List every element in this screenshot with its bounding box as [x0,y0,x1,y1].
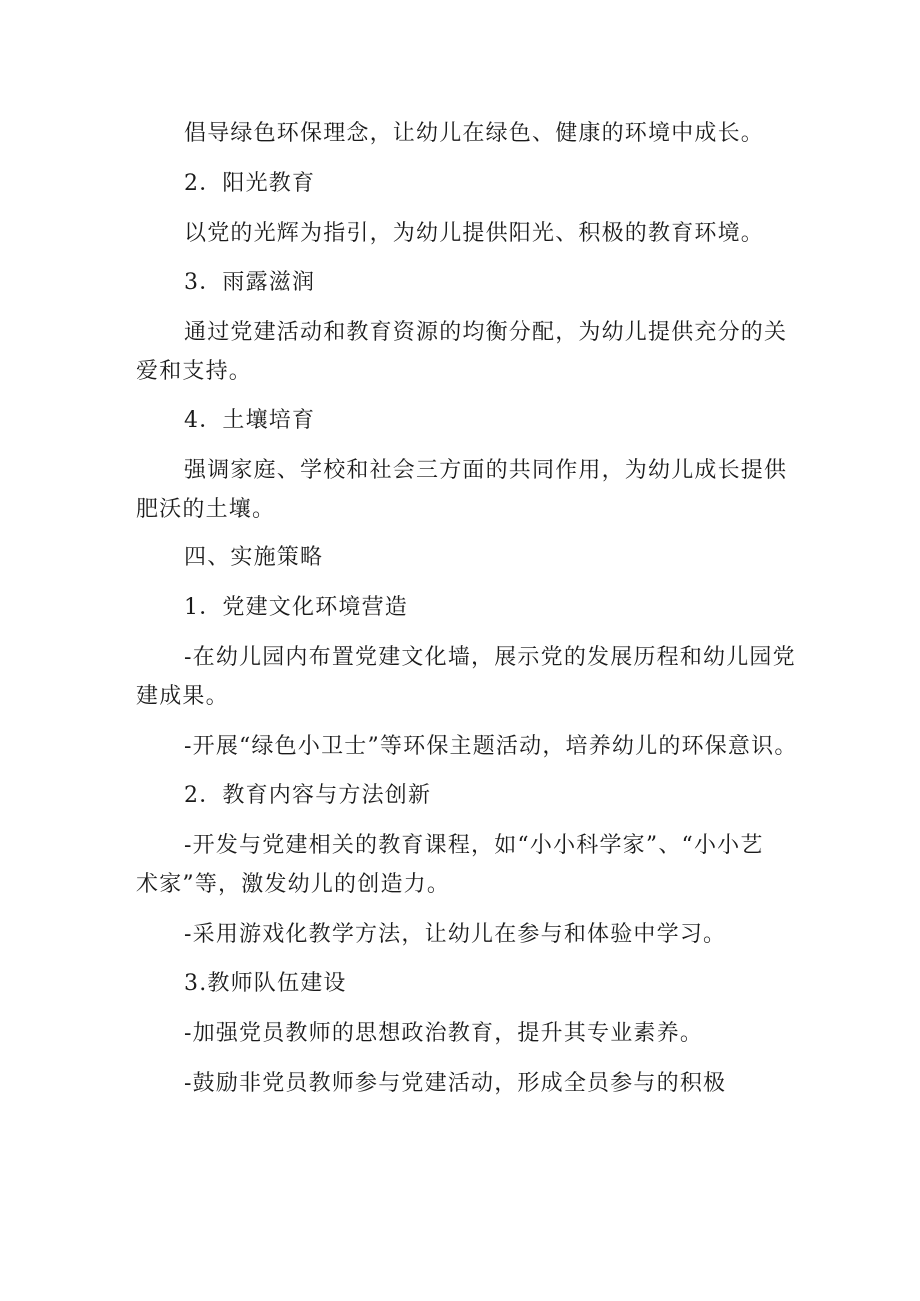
section-heading-education-innovation: 2．教育内容与方法创新 [184,783,432,808]
paragraph-line: 以党的光辉为指引，为幼儿提供阳光、积极的教育环境。 [184,221,765,246]
bullet-line: -加强党员教师的思想政治教育，提升其专业素养。 [184,1021,704,1046]
section-heading-culture-environment: 1．党建文化环境营造 [184,595,408,620]
bullet-line: -鼓励非党员教师参与党建活动，形成全员参与的积极 [184,1071,727,1096]
bullet-line: 建成果。 [136,684,229,709]
paragraph-line: 通过党建活动和教育资源的均衡分配，为幼儿提供充分的关 [184,320,788,345]
chapter-heading-implementation: 四、实施策略 [184,545,324,570]
section-heading-soil-cultivation: 4．土壤培育 [184,408,316,433]
paragraph-line: 倡导绿色环保理念，让幼儿在绿色、健康的环境中成长。 [184,121,765,146]
bullet-line: -采用游戏化教学方法，让幼儿在参与和体验中学习。 [184,922,727,947]
bullet-line: 术家”等，激发幼儿的创造力。 [136,872,451,897]
bullet-line: -在幼儿园内布置党建文化墙，展示党的发展历程和幼儿园党 [184,645,796,670]
section-heading-sunshine-education: 2．阳光教育 [184,171,316,196]
bullet-line: -开发与党建相关的教育课程，如“小小科学家”、“小小艺 [184,833,764,858]
paragraph-line: 肥沃的土壤。 [136,497,276,522]
paragraph-line: 爱和支持。 [136,359,253,384]
section-heading-rain-dew: 3．雨露滋润 [184,270,316,295]
section-heading-teacher-team: 3.教师队伍建设 [184,971,347,996]
paragraph-line: 强调家庭、学校和社会三方面的共同作用，为幼儿成长提供 [184,458,788,483]
bullet-line: -开展“绿色小卫士”等环保主题活动，培养幼儿的环保意识。 [184,734,798,759]
